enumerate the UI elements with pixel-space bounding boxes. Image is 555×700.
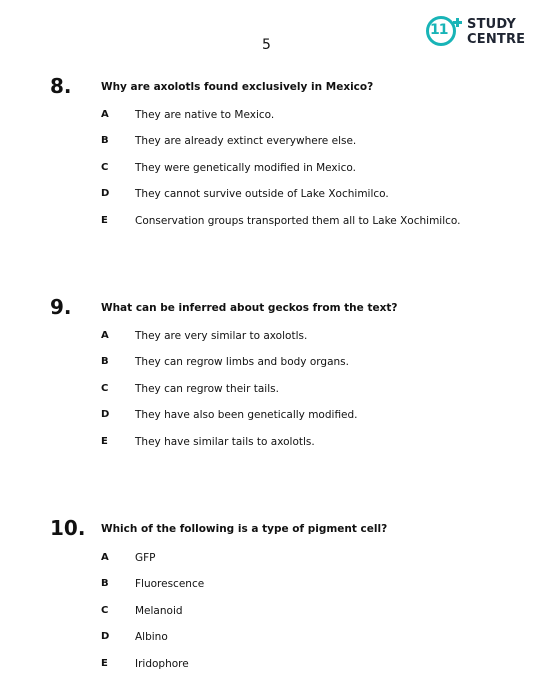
option-letter: C [101,162,109,173]
option-letter: D [101,631,110,642]
option-text: They are native to Mexico. [135,109,275,121]
option-text: GFP [135,552,156,564]
answer-option-a[interactable] [0,109,555,123]
option-letter: C [101,605,109,616]
option-letter: B [101,578,109,589]
answer-option-e[interactable] [0,658,555,672]
answer-option-a[interactable] [0,552,555,566]
option-letter: E [101,436,108,447]
question-number: 8. [50,74,72,98]
option-letter: B [101,356,109,367]
question-text: Which of the following is a type of pigment cell? [101,523,388,535]
option-text: They are already extinct everywhere else. [135,135,357,147]
option-letter: E [101,215,108,226]
option-text: They have similar tails to axolotls. [135,436,315,448]
answer-option-a[interactable] [0,330,555,344]
option-text: Melanoid [135,605,183,617]
option-letter: A [101,330,109,341]
answer-option-e[interactable] [0,215,555,229]
study-centre-logo [426,16,550,56]
option-text: Albino [135,631,168,643]
option-letter: E [101,658,108,669]
answer-option-b[interactable] [0,135,555,149]
option-text: Conservation groups transported them all to Lake Xochimilco. [135,215,461,227]
question-text: What can be inferred about geckos from the text? [101,302,398,314]
answer-option-c[interactable] [0,605,555,619]
logo-text-line2: CENTRE [467,32,526,47]
answer-option-b[interactable] [0,356,555,370]
option-text: They cannot survive outside of Lake Xochimilco. [135,188,389,200]
answer-option-d[interactable] [0,631,555,645]
option-letter: B [101,135,109,146]
answer-option-d[interactable] [0,188,555,202]
option-text: Fluorescence [135,578,205,590]
answer-option-c[interactable] [0,162,555,176]
answer-option-c[interactable] [0,383,555,397]
option-text: Iridophore [135,658,189,670]
option-text: They were genetically modified in Mexico. [135,162,356,174]
option-letter: A [101,552,109,563]
question-number: 10. [50,516,86,540]
answer-option-e[interactable] [0,436,555,450]
question-text: Why are axolotls found exclusively in Mexico? [101,81,374,93]
logo-text [467,17,525,47]
answer-option-b[interactable] [0,578,555,592]
question-number: 9. [50,295,72,319]
option-text: They have also been genetically modified. [135,409,358,421]
option-letter: D [101,409,110,420]
option-letter: A [101,109,109,120]
option-text: They can regrow limbs and body organs. [135,356,349,368]
option-letter: C [101,383,109,394]
answer-option-d[interactable] [0,409,555,423]
logo-text-line1: STUDY [467,17,517,32]
option-text: They can regrow their tails. [135,383,279,395]
logo-badge-number: 11 [430,22,448,38]
logo-plus-icon [453,18,462,27]
option-text: They are very similar to axolotls. [135,330,308,342]
option-letter: D [101,188,110,199]
page-number: 5 [262,37,272,53]
